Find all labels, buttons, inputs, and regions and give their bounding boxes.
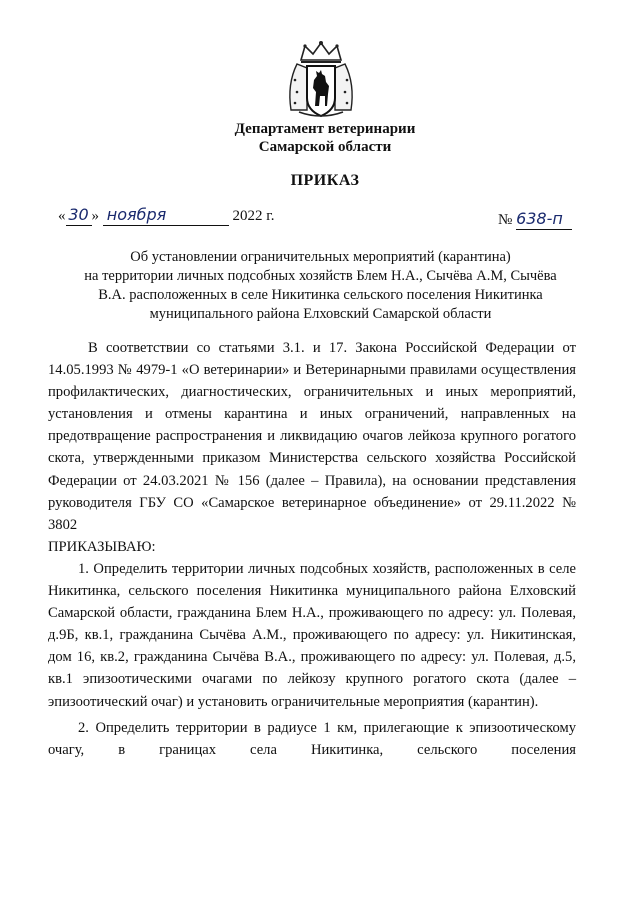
order-date bbox=[58, 205, 274, 226]
order-item-1: 1. Определить территории личных подсобных хозяйств, расположенных в селе Никитинка, сельского поселения Никитинка муниципального района Елховский Самарской области, гражданина Блем Н.А., проживающего по адресу: ул. Полевая, д.9Б, кв.1, гражданина Сычёва А.М., проживающего по адресу: ул. Никитинская, дом 16, кв.2, гражданина Сычёва В.А., проживающего по адресу: ул. Полевая, д.5, кв.1 эпизоотическими очагами по лейкозу крупного рогатого скота (далее – эпизоотический очаг) и установить ограничительные мероприятия (карантин). bbox=[48, 560, 576, 710]
date-open-quote: « bbox=[58, 208, 66, 224]
subject-line-2: на территории личных подсобных хозяйств Блем Н.А., Сычёва А.М, Сычёва bbox=[84, 268, 557, 284]
date-close-quote: » bbox=[91, 208, 99, 224]
organization-name bbox=[160, 120, 490, 156]
order-number bbox=[498, 209, 572, 230]
preamble-paragraph: В соответствии со статьями 3.1. и 17. Закона Российской Федерации от 14.05.1993 № 4979-1 «О ветеринарии» и Ветеринарными правилами осуществления профилактических, диагностических, ограничительных и иных мероприятий, установления и отмены карантина и иных ограничений, направленных на предотвращение распространения и ликвидацию очагов лейкоза крупного рогатого скота, утвержденными приказом Министерства сельского хозяйства Российской Федерации от 24.03.2021 № 156 (далее – Правила), на основании представления руководителя ГБУ СО «Самарское ветеринарное объединение» от 29.11.2022 № 3802 bbox=[48, 340, 576, 533]
order-subject bbox=[48, 248, 593, 324]
order-item-2: 2. Определить территории в радиусе 1 км, прилегающие к эпизоотическому очагу, в границах села Никитинка, сельского поселения bbox=[48, 719, 576, 758]
number-prefix: № bbox=[498, 212, 513, 228]
date-day: 30 bbox=[68, 205, 89, 224]
order-word: ПРИКАЗЫВАЮ: bbox=[48, 538, 156, 555]
organization-line-2: Самарской области bbox=[258, 139, 392, 155]
subject-line-1: Об установлении ограничительных мероприятий (карантина) bbox=[130, 249, 511, 265]
number-value: 638-п bbox=[516, 209, 563, 228]
date-year: 2022 г. bbox=[232, 208, 275, 224]
document-title: ПРИКАЗ bbox=[290, 172, 360, 189]
date-month: ноября bbox=[106, 205, 167, 224]
subject-line-4: муниципального района Елховский Самарской области bbox=[149, 306, 492, 322]
order-body bbox=[48, 337, 576, 761]
subject-line-3: В.А. расположенных в селе Никитинка сельского поселения Никитинка bbox=[98, 287, 543, 303]
organization-line-1: Департамент ветеринарии bbox=[234, 121, 416, 137]
samara-coat-of-arms-icon bbox=[285, 40, 357, 120]
